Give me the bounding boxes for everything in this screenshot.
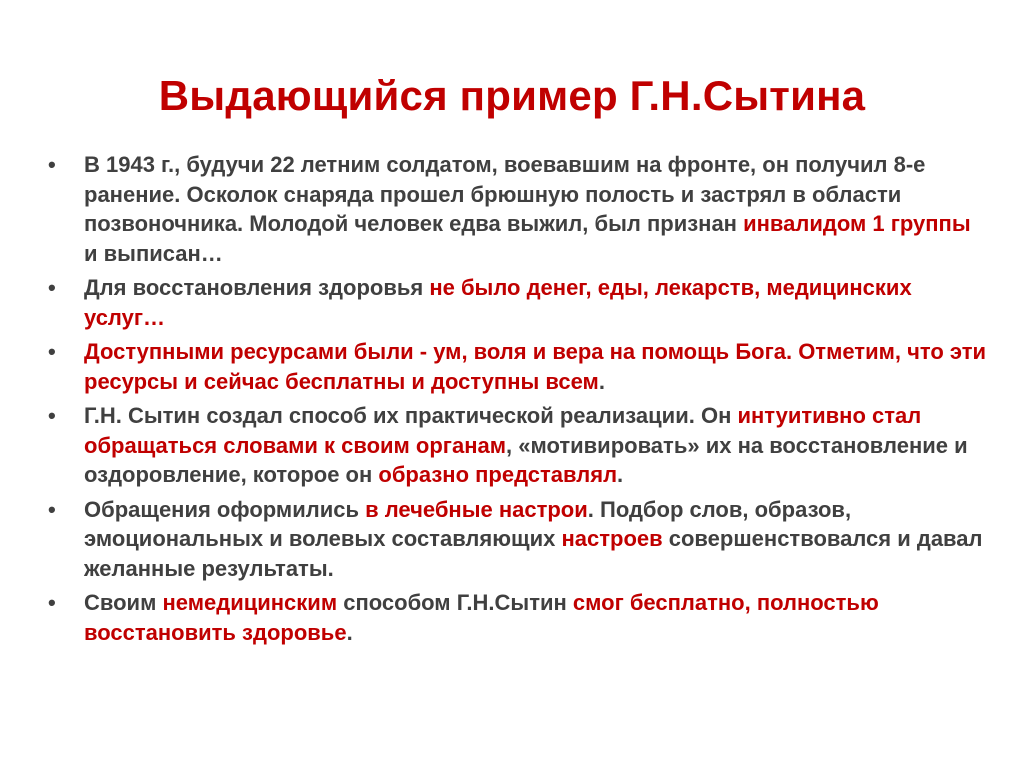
bullet-text: . xyxy=(598,368,605,394)
bullet-text: Для восстановления здоровья xyxy=(84,275,430,300)
bullet-text: . Подбор слов, образов, эмоциональных и волевых составляющих xyxy=(84,496,852,551)
slide-title: Выдающийся пример Г.Н.Сытина xyxy=(158,72,866,119)
bullet-dot: • xyxy=(48,339,56,364)
bullet-item xyxy=(48,150,988,268)
bullet-text: способом Г.Н.Сытин xyxy=(337,590,573,615)
bullet-dot: • xyxy=(48,590,56,615)
highlighted-text: не было денег, еды, лекарств, медицинских услуг… xyxy=(84,275,912,330)
bullet-item xyxy=(48,337,988,396)
bullet-dot: • xyxy=(48,275,56,300)
highlighted-text: интуитивно стал обращаться словами к своим органам xyxy=(84,403,922,458)
highlighted-text: настроев xyxy=(561,526,663,551)
bullet-text: . xyxy=(617,462,624,487)
bullet-text: Обращения оформились xyxy=(84,496,366,522)
bullet-item xyxy=(48,401,988,490)
bullet-dot: • xyxy=(48,152,56,177)
highlighted-text: в лечебные настрои xyxy=(365,496,588,522)
bullet-dot: • xyxy=(48,496,56,522)
bullet-text: Г.Н. Сытин создал способ их практической реализации. Он xyxy=(84,403,738,428)
bullet-text: совершенствовался и давал желанные результаты. xyxy=(84,526,983,581)
highlighted-text: Доступными ресурсами были - ум, воля и вера на помощь Бога. Отметим, что эти ресурсы и сейчас бесплатны и доступны всем xyxy=(84,339,987,394)
bullet-text: , «мотивировать» их на восстановление и оздоровление, которое он xyxy=(84,432,968,487)
bullet-text: и выписан… xyxy=(84,240,223,266)
bullet-item xyxy=(48,495,988,584)
bullet-text: В 1943 г., будучи 22 летним солдатом, воевавшим на фронте, он получил 8-е ранение. Осколок снаряда прошел брюшную полость и застрял в области позвоночника. Молодой человек едва выжил, был признан xyxy=(84,152,926,236)
bullet-item xyxy=(48,588,988,647)
highlighted-text: смог бесплатно, полностью восстановить здоровье xyxy=(84,590,879,645)
highlighted-text: инвалидом 1 группы xyxy=(743,211,971,236)
bullet-text: . xyxy=(346,619,353,645)
bullet-dot: • xyxy=(48,403,56,428)
bullet-item xyxy=(48,273,988,332)
highlighted-text: немедицинским xyxy=(162,590,338,615)
highlighted-text: образно представлял xyxy=(378,462,618,487)
bullet-list xyxy=(48,150,988,652)
bullet-text: Своим xyxy=(84,590,163,615)
